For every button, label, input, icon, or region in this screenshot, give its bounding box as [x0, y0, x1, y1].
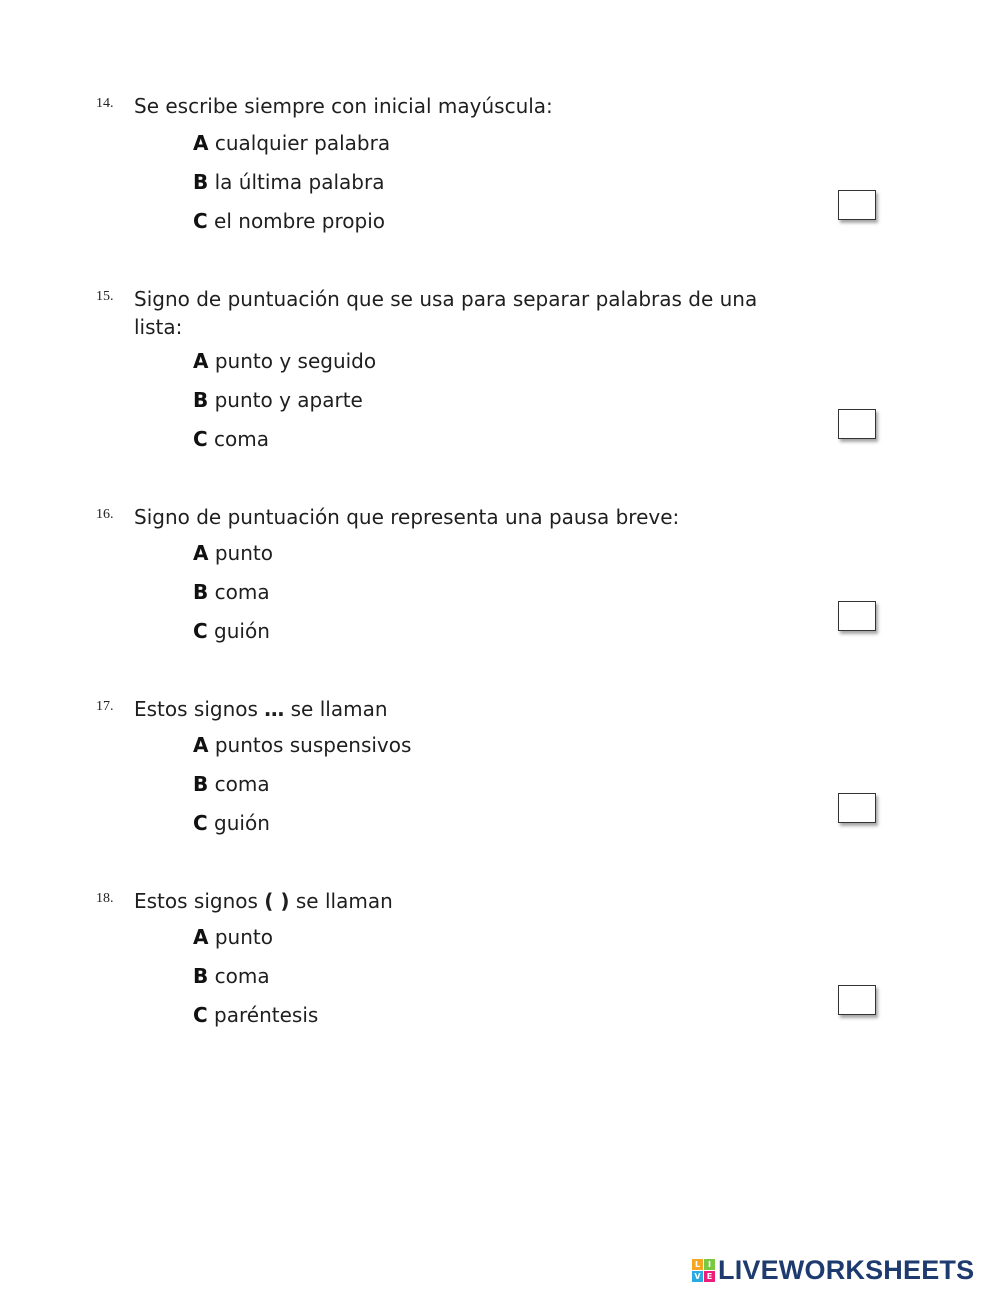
- question-text-part: Estos signos: [134, 697, 265, 721]
- option-letter: B: [193, 964, 209, 988]
- option-text: punto: [214, 541, 273, 565]
- option-c: [193, 1002, 318, 1028]
- option-b: [193, 169, 384, 195]
- option-b: [193, 579, 270, 605]
- option-a: [193, 924, 273, 950]
- answer-box-16[interactable]: [838, 601, 876, 631]
- option-text: coma: [214, 580, 270, 604]
- option-text: punto y seguido: [214, 349, 377, 373]
- question-number: 15.: [96, 289, 114, 304]
- option-letter: B: [193, 772, 209, 796]
- question-text: [134, 695, 794, 723]
- option-letter: A: [193, 541, 209, 565]
- option-text: coma: [214, 427, 270, 451]
- option-text: guión: [214, 811, 270, 835]
- option-letter: C: [193, 811, 208, 835]
- option-text: cualquier palabra: [214, 131, 391, 155]
- logo-tile: L: [692, 1259, 703, 1270]
- option-text: puntos suspensivos: [214, 733, 412, 757]
- option-letter: B: [193, 388, 209, 412]
- answer-box-15[interactable]: [838, 409, 876, 439]
- option-text: coma: [214, 964, 270, 988]
- question-number: 14.: [96, 96, 114, 111]
- question-text-part: se llaman: [289, 889, 393, 913]
- option-letter: C: [193, 209, 208, 233]
- question-text: [134, 92, 794, 120]
- answer-box-18[interactable]: [838, 985, 876, 1015]
- logo-tile: I: [704, 1259, 715, 1270]
- option-text: la última palabra: [214, 170, 385, 194]
- option-text: coma: [214, 772, 270, 796]
- option-c: [193, 618, 270, 644]
- question-number: 16.: [96, 507, 114, 522]
- option-a: [193, 130, 390, 156]
- question-text: [134, 285, 794, 341]
- option-letter: A: [193, 733, 209, 757]
- option-letter: A: [193, 349, 209, 373]
- option-a: [193, 732, 411, 758]
- option-c: [193, 810, 270, 836]
- question-text: [134, 887, 794, 915]
- question-text-part: Se escribe siempre con inicial mayúscula:: [134, 94, 553, 118]
- question-text: [134, 503, 794, 531]
- logo-tile: E: [704, 1271, 715, 1282]
- logo-tile: V: [692, 1271, 703, 1282]
- brand-name: LIVEWORKSHEETS: [718, 1254, 975, 1285]
- option-text: guión: [214, 619, 270, 643]
- liveworksheets-icon: [692, 1259, 715, 1282]
- option-text: punto: [214, 925, 273, 949]
- question-symbol: ( ): [264, 889, 290, 913]
- question-text-part: Estos signos: [134, 889, 265, 913]
- option-c: [193, 426, 269, 452]
- option-letter: C: [193, 427, 208, 451]
- option-letter: C: [193, 619, 208, 643]
- answer-box-14[interactable]: [838, 190, 876, 220]
- option-letter: A: [193, 925, 209, 949]
- option-letter: C: [193, 1003, 208, 1027]
- question-text-part: Signo de puntuación que se usa para separar palabras de una lista:: [134, 287, 758, 339]
- option-b: [193, 963, 270, 989]
- option-b: [193, 387, 363, 413]
- question-number: 17.: [96, 699, 114, 714]
- answer-box-17[interactable]: [838, 793, 876, 823]
- option-c: [193, 208, 385, 234]
- option-b: [193, 771, 270, 797]
- question-text-part: Signo de puntuación que representa una pausa breve:: [134, 505, 680, 529]
- option-letter: A: [193, 131, 209, 155]
- question-symbol: …: [264, 697, 285, 721]
- liveworksheets-logo: [692, 1255, 974, 1285]
- option-text: el nombre propio: [214, 209, 386, 233]
- question-text-part: se llaman: [284, 697, 388, 721]
- option-text: paréntesis: [214, 1003, 319, 1027]
- option-a: [193, 540, 273, 566]
- question-number: 18.: [96, 891, 114, 906]
- option-a: [193, 348, 376, 374]
- option-letter: B: [193, 170, 209, 194]
- option-letter: B: [193, 580, 209, 604]
- option-text: punto y aparte: [214, 388, 363, 412]
